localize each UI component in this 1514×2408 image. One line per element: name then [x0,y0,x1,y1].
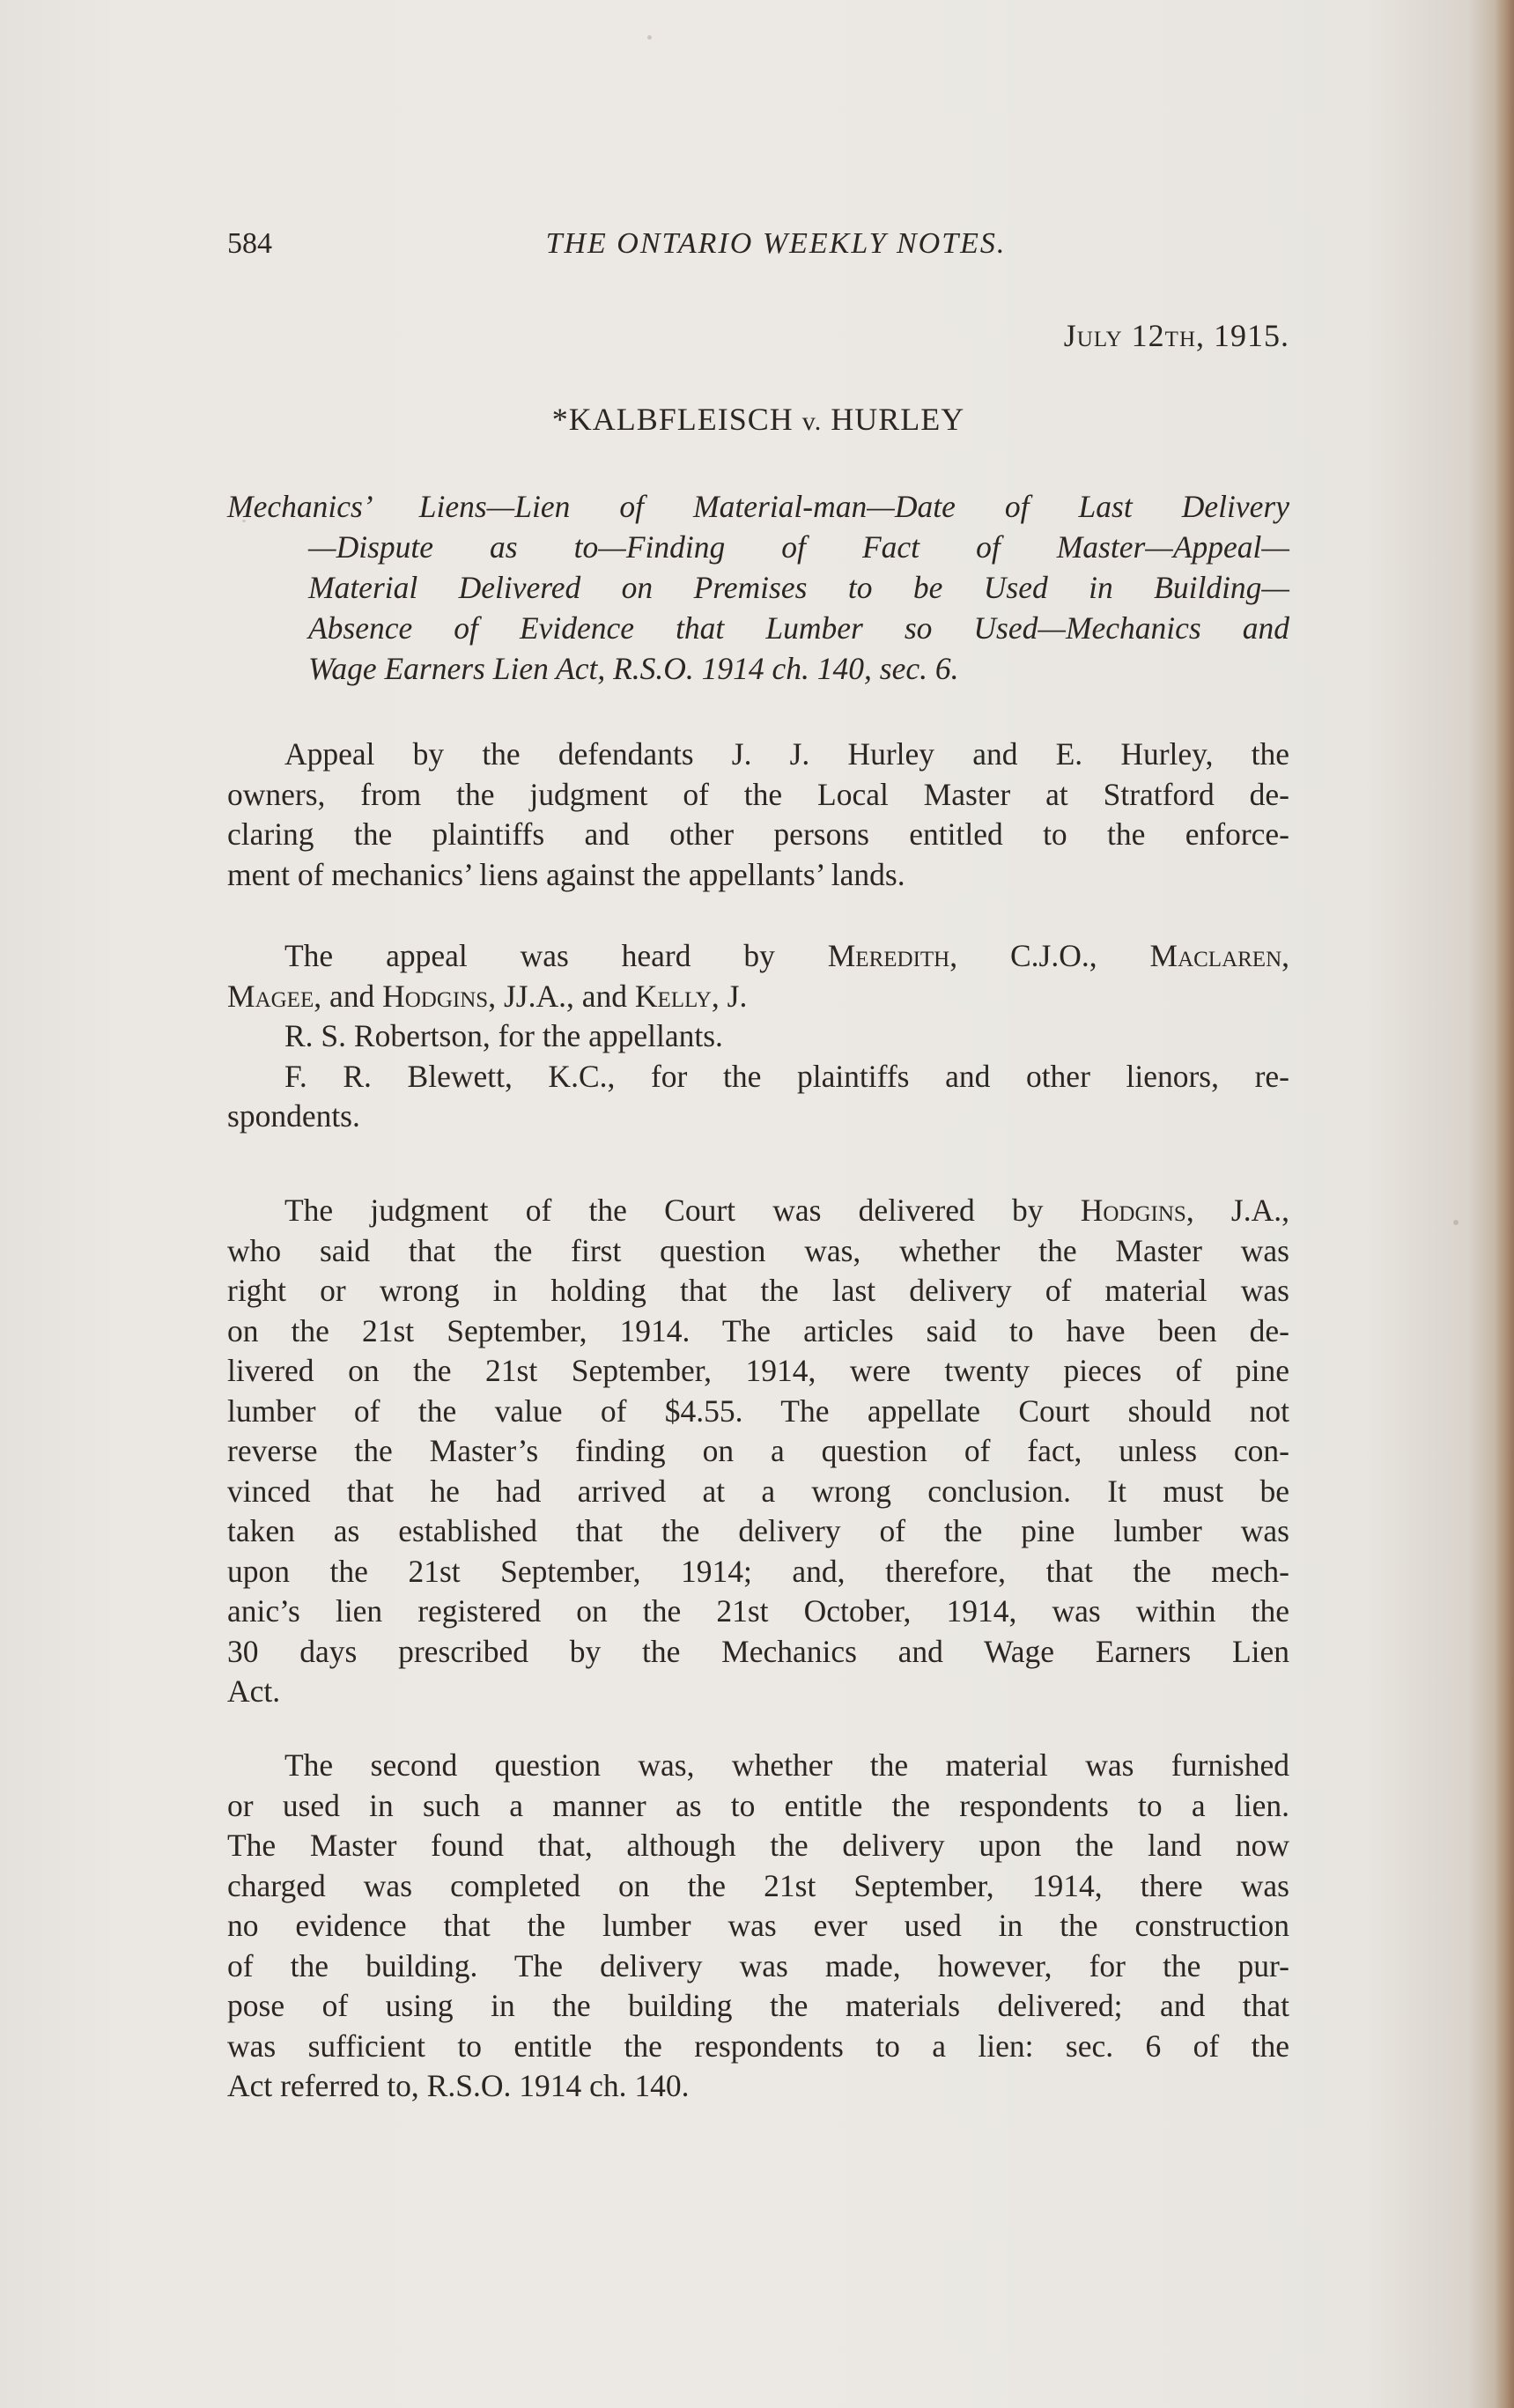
counsel-respondents: F. R. Blewett, K.C., for the plaintiffs and other lienors, re- [284,1058,1289,1094]
paragraph-line: claring the plaintiffs and other persons entitled to the enforce- [227,816,1289,852]
judge-name: Kelly [634,978,712,1014]
hearing-paragraph [227,936,1289,1137]
paragraph-line: pose of using in the building the materials delivered; and that [227,1988,1289,2023]
paragraph-line: The second question was, whether the material was furnished [284,1747,1289,1783]
judge-name: Maclaren [1149,938,1282,973]
paragraph-line: or used in such a manner as to entitle the respondents to a lien. [227,1787,1289,1823]
paragraph-line: reverse the Master’s finding on a question of fact, unless con- [227,1433,1289,1468]
headnote-line: Material Delivered on Premises to be Used in Building— [308,570,1289,605]
journal-title: THE ONTARIO WEEKLY NOTES. [545,227,1007,260]
counsel-appellants: R. S. Robertson, for the appellants. [284,1018,723,1053]
hearing-text: , and [314,978,383,1014]
paragraph-line: livered on the 21st September, 1914, were twenty pieces of pine [227,1353,1289,1388]
paragraph-line: Appeal by the defendants J. J. Hurley and E. Hurley, the [284,736,1289,772]
hearing-text: , C.J.O., [949,938,1150,973]
page-edge-shadow [1495,0,1514,2408]
paragraph-line: Act. [227,1673,281,1709]
judgment-paragraph [227,1191,1289,1712]
hearing-text: , [1281,938,1289,973]
hearing-text: , J. [711,978,748,1014]
paragraph-line: ment of mechanics’ liens against the appellants’ lands. [227,856,905,892]
paragraph-line: lumber of the value of $4.55. The appellate Court should not [227,1392,1289,1429]
paragraph-line: who said that the first question was, whether the Master was [227,1232,1289,1268]
judge-name: Magee [227,978,314,1014]
running-head [227,227,1289,268]
judge-name: Meredith [827,938,950,973]
counsel-respondents: spondents. [227,1098,360,1134]
paragraph-line: right or wrong in holding that the last delivery of material was [227,1273,1289,1308]
headnote [227,486,1289,689]
appeal-paragraph [227,735,1289,895]
case-defendant: HURLEY [831,402,965,437]
paragraph-line: The Master found that, although the delivery upon the land now [227,1828,1289,1863]
paragraph-line: of the building. The delivery was made, however, for the pur- [227,1947,1289,1983]
paragraph-line: owners, from the judgment of the Local Master at Stratford de- [227,776,1289,812]
case-versus: v. [801,407,823,436]
judgment-text: , J.A., [1185,1193,1289,1228]
paper-speck [647,35,652,40]
headnote-line: Wage Earners Lien Act, R.S.O. 1914 ch. 140, sec. 6. [308,651,959,686]
judgment-text: The judgment of the Court was delivered by [284,1193,1081,1228]
paragraph-line: anic’s lien registered on the 21st October, 1914, was within the [227,1593,1289,1629]
decision-date: July 12th, 1915. [1063,318,1289,353]
case-plaintiff: *KALBFLEISCH [551,402,794,437]
headnote-line: —Dispute as to—Finding of Fact of Master—Appeal— [308,529,1289,565]
paragraph-line [227,936,1289,977]
headnote-line: Absence of Evidence that Lumber so Used—Mechanics and [308,610,1289,646]
paragraph-line: upon the 21st September, 1914; and, therefore, that the mech- [227,1553,1289,1589]
headnote-line: Mechanics’ Liens—Lien of Material-man—Date of Last Delivery [227,489,1289,524]
judge-name: Hodgins [1080,1193,1186,1228]
paragraph-line: on the 21st September, 1914. The articles said to have been de- [227,1312,1289,1348]
paragraph-line [227,977,1289,1017]
paragraph-line: charged was completed on the 21st September, 1914, there was [227,1867,1289,1903]
paragraph-line: was sufficient to entitle the respondents to a lien: sec. 6 of the [227,2028,1289,2064]
paragraph-line: no evidence that the lumber was ever used in the construction [227,1908,1289,1943]
judge-name: Hodgins [382,978,489,1014]
paragraph-line [227,1191,1289,1231]
paper-speck [242,520,246,522]
paragraph-line: 30 days prescribed by the Mechanics and Wage Earners Lien [227,1633,1289,1669]
hearing-text: The appeal was heard by [284,938,828,973]
paragraph-line: taken as established that the delivery of the pine lumber was [227,1513,1289,1548]
hearing-text: , JJ.A., and [488,978,635,1014]
page-number: 584 [227,227,272,260]
paper-speck [1453,1220,1459,1225]
paragraph-line: vinced that he had arrived at a wrong conclusion. It must be [227,1473,1289,1509]
case-title [227,401,1289,438]
second-question-paragraph [227,1746,1289,2107]
paragraph-line: Act referred to, R.S.O. 1914 ch. 140. [227,2068,690,2103]
